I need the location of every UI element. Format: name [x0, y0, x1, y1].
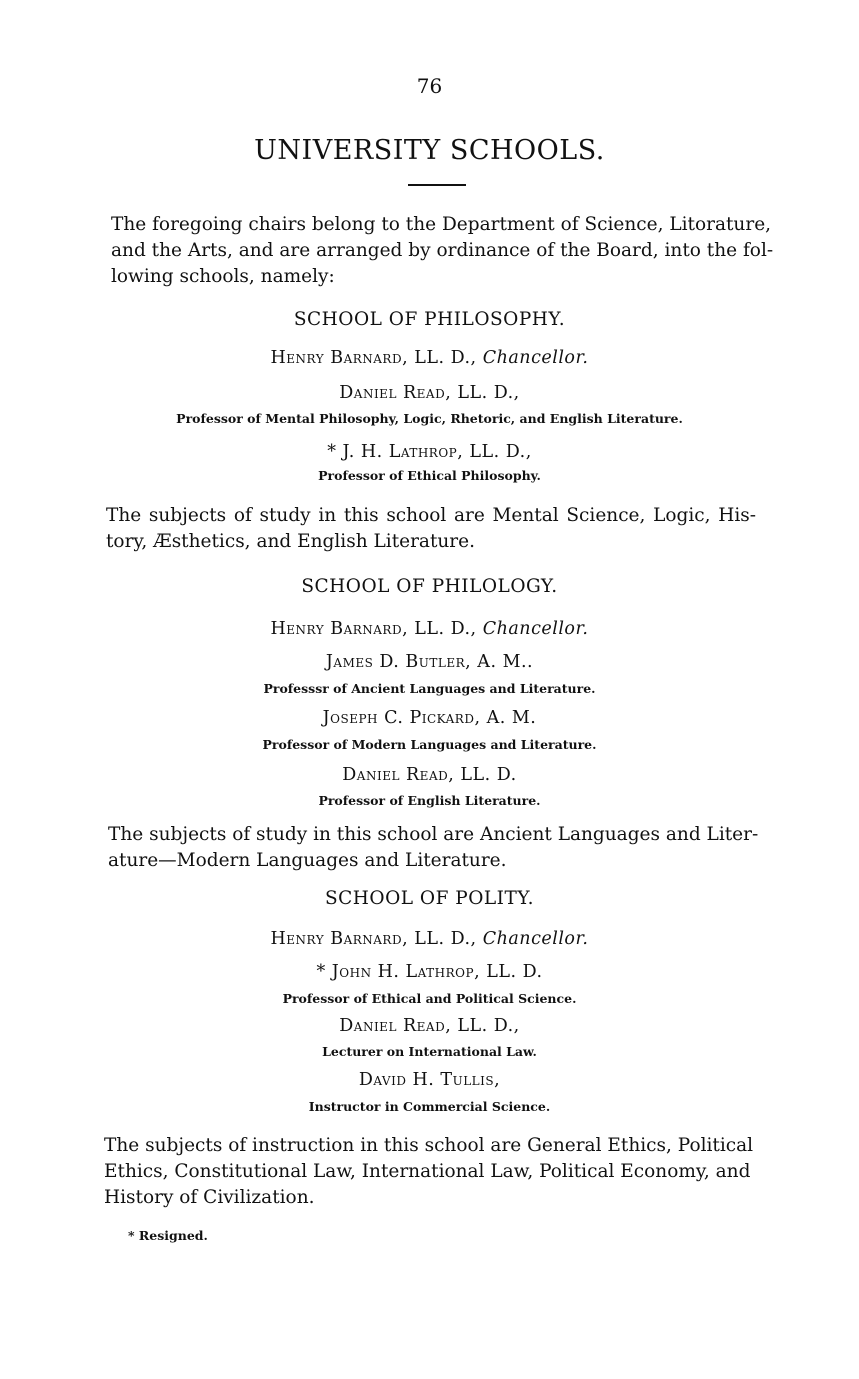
subjects-line: tory, Æsthetics, and English Literature. — [106, 531, 475, 552]
philology-chancellor — [0, 619, 859, 639]
philology-professor-name: Joseph C. Pickard, A. M. — [322, 708, 537, 728]
polity-lecturer-name: Daniel Read, LL. D., — [339, 1016, 520, 1036]
polity-heading: SCHOOL OF POLITY. — [324, 888, 535, 909]
person-role: Chancellor. — [482, 619, 589, 639]
polity-lecturer-title: Lecturer on International Law. — [322, 1044, 537, 1059]
philology-heading: SCHOOL OF PHILOLOGY. — [301, 576, 558, 597]
polity-professor-title: Professor of Ethical and Political Science. — [282, 991, 577, 1006]
philology-professor-title: Professor of Modern Languages and Literature. — [262, 737, 597, 752]
philosophy-professor-name: * J. H. Lathrop, LL. D., — [327, 442, 532, 462]
philology-subjects — [108, 822, 759, 874]
page-title: UNIVERSITY SCHOOLS. — [254, 135, 605, 166]
person-name: Henry Barnard, LL. D., — [270, 619, 477, 639]
philosophy-subjects — [106, 503, 756, 555]
polity-chancellor — [0, 929, 859, 949]
subjects-line: The subjects of instruction in this school are General Ethics, Political — [104, 1135, 754, 1156]
person-role: Chancellor. — [482, 929, 589, 949]
polity-instructor-title: Instructor in Commercial Science. — [308, 1099, 551, 1114]
intro-line: and the Arts, and are arranged by ordinance of the Board, into the fol- — [111, 240, 774, 261]
intro-line: The foregoing chairs belong to the Department of Science, Litorature, — [111, 214, 772, 235]
person-role: Chancellor. — [482, 348, 589, 368]
person-name: Henry Barnard, LL. D., — [270, 348, 477, 368]
philosophy-professor-name: Daniel Read, LL. D., — [339, 383, 520, 403]
philology-professor-title: Professsr of Ancient Languages and Literature. — [263, 681, 596, 696]
intro-line: lowing schools, namely: — [111, 266, 335, 287]
philosophy-heading: SCHOOL OF PHILOSOPHY. — [293, 309, 566, 330]
philosophy-professor-title: Professor of Ethical Philosophy. — [318, 468, 541, 483]
intro-paragraph — [111, 212, 774, 290]
philology-professor-name: James D. Butler, A. M.. — [325, 652, 534, 672]
polity-professor-name: * John H. Lathrop, LL. D. — [316, 962, 543, 982]
page-number: 76 — [416, 74, 443, 98]
subjects-line: The subjects of study in this school are Ancient Languages and Liter- — [108, 824, 759, 845]
subjects-line: The subjects of study in this school are Mental Science, Logic, His- — [106, 505, 756, 526]
subjects-line: ature—Modern Languages and Literature. — [108, 850, 507, 871]
philosophy-chancellor — [0, 348, 859, 368]
person-name: Henry Barnard, LL. D., — [270, 929, 477, 949]
polity-instructor-name: David H. Tullis, — [358, 1070, 501, 1090]
philology-professor-name: Daniel Read, LL. D. — [342, 765, 517, 785]
subjects-line: History of Civilization. — [104, 1187, 315, 1208]
footnote: * Resigned. — [128, 1228, 208, 1243]
philosophy-professor-title: Professor of Mental Philosophy, Logic, Rhetoric, and English Literature. — [176, 411, 683, 426]
title-divider — [408, 184, 466, 186]
polity-subjects — [104, 1133, 754, 1211]
subjects-line: Ethics, Constitutional Law, International Law, Political Economy, and — [104, 1161, 751, 1182]
philology-professor-title: Professor of English Literature. — [318, 793, 541, 808]
